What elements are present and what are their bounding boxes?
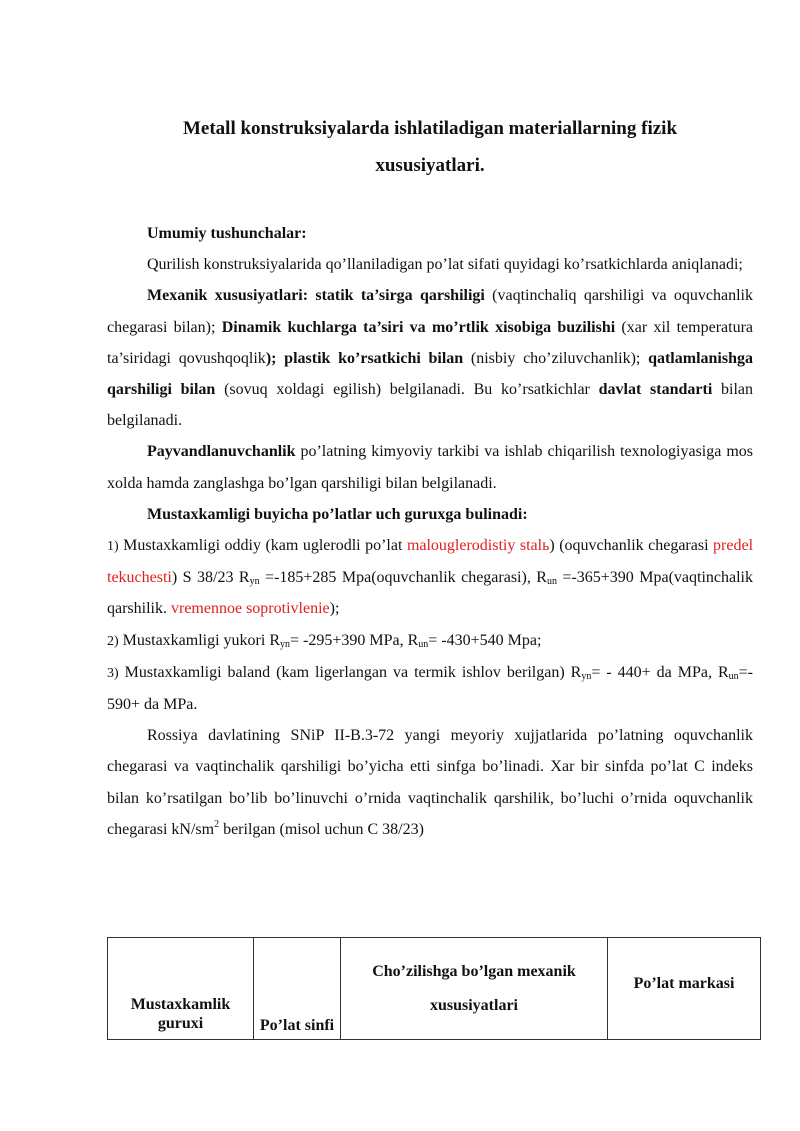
paragraph-mechanical-properties: Mexanik xususiyatlari: statik ta’sirga qarshiligi (vaqtinchaliq qarshiligi va oquvchanlik chegarasi bilan); Dinamik kuchlarga ta’siri va mo’rtlik xisobiga buzilishi (xar xil temperatura ta’siridagi qovushqoqlik); plastik ko’rsatkichi bilan (nisbiy cho’ziluvchanlik); qatlamlanishga qarshiligi bilan (sovuq xoldagi egilish) belgilanadi. Bu ko’rsatkichlar davlat standarti bilan belgilanadi. xyxy=(107,287,754,430)
list-item-group-1: 1) Mustaxkamligi oddiy (kam uglerodli po’lat malouglerodistiy stalь) (oquvchanlik chegarasi predel tekuchesti) S 38/23 $R_{yn} =-185+285$ Mpa(oquvchanlik chegarasi), $R_{un} =-365+390$ Mpa(vaqtinchalik qarshilik. vremennoe soprotivlenie); xyxy=(107,537,754,618)
russian-term-yield-point: predel tekuchesti xyxy=(107,537,754,587)
table-header-row xyxy=(108,938,761,1040)
document-title xyxy=(107,110,753,184)
title-line-1: Metall konstruksiyalarda ishlatiladigan materiallarning fizik xyxy=(182,118,678,139)
paragraph-weldability: Payvandlanuvchanlik po’latning kimyoviy tarkibi va ishlab chiqarilish texnologiyasiga mos xolda hamda zanglashga bo’lgan qarshiligi bilan belgilanadi. xyxy=(107,443,753,492)
list-item-group-2: 2) Mustaxkamligi yukori $R_{yn}= -295+390$ MPa, $R_{un}= -430+540$ Mpa; xyxy=(107,631,542,650)
section-heading-strength-groups: Mustaxkamligi buyicha po’latlar uch guruxga bulinadi: xyxy=(147,505,528,523)
header-steel-class: Po’lat sinfi xyxy=(254,938,341,1040)
russian-term-tensile-strength: vremennoe soprotivlenie xyxy=(171,600,330,618)
header-steel-grade: Po’lat markasi xyxy=(608,938,761,1040)
steel-classes-table xyxy=(107,937,761,1040)
list-item-group-3: 3) Mustaxkamligi baland (kam ligerlangan va termik ishlov berilgan) $R_{yn}= - 440+$ da MPa, $R_{un}=-$ 590+ da MPa. xyxy=(107,663,754,714)
title-line-2: xususiyatlari. xyxy=(375,155,485,176)
header-mechanical-properties: Cho’zilishga bo’lgan mexanik xususiyatlari xyxy=(341,938,608,1040)
russian-term-low-carbon-steel: malouglerodistiy stalь xyxy=(406,537,550,555)
paragraph-quality-intro: Qurilish konstruksiyalarida qo’llaniladigan po’lat sifati quyidagi ko’rsatkichlarda aniqlanadi; xyxy=(147,256,743,274)
header-strength-group: Mustaxkamlik guruxi xyxy=(108,938,254,1040)
paragraph-snip-classes: Rossiya davlatining SNiP II-B.3-72 yangi meyoriy xujjatlarida po’latning oquvchanlik chegarasi va vaqtinchalik qarshiligi bo’yicha etti sinfga bo’linadi. Xar bir sinfda po’lat C indeks bilan ko’rsatilgan bo’lib bo’linuvchi o’rnida vaqtinchalik qarshilik, bo’luchi o’rnida oquvchanlik chegarasi $kN/sm^2$ berilgan (misol uchun C 38/23) xyxy=(107,727,753,838)
section-heading-general: Umumiy tushunchalar: xyxy=(147,225,307,242)
document-body xyxy=(107,218,753,845)
